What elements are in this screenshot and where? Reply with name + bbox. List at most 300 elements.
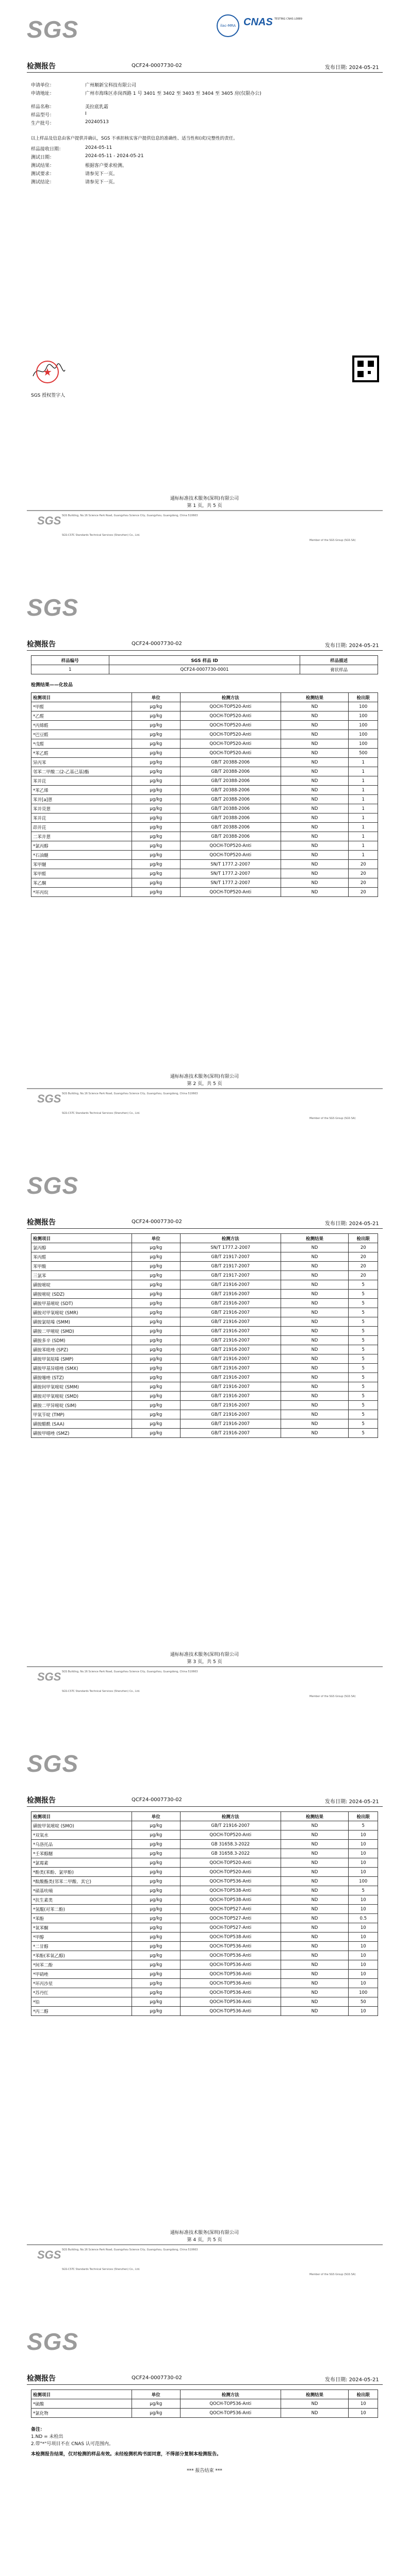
table-cell: μg/kg (132, 1821, 180, 1831)
table-cell: ND (281, 1429, 349, 1438)
ilac-mra-logo: ilac-MRA (217, 14, 239, 37)
table-cell: QOCH-TOP527-Anti (180, 1923, 281, 1933)
table-cell: 5 (349, 1290, 378, 1299)
table-cell: GB/T 21916-2007 (180, 1299, 281, 1308)
table-cell: μg/kg (132, 841, 180, 851)
table-row (31, 1345, 378, 1354)
table-row (31, 1988, 378, 1997)
table-cell: 10 (349, 2399, 378, 2409)
table-cell: μg/kg (132, 1299, 180, 1308)
table-cell: ND (281, 1877, 349, 1886)
table-cell: 10 (349, 1933, 378, 1942)
table-cell: ND (281, 2007, 349, 2016)
table-row (31, 878, 378, 888)
table-cell: 苯丙醛 (31, 1252, 132, 1262)
table-cell: ND (281, 860, 349, 869)
report-page-4 (0, 1734, 409, 2312)
field-label: 申请地址： (31, 91, 55, 96)
table-cell: QOCH-TOP536-Anti (180, 1988, 281, 1997)
table-cell: GB/T 21916-2007 (180, 1308, 281, 1317)
table-cell: GB/T 20388-2006 (180, 804, 281, 814)
table-row (31, 1970, 378, 1979)
table-cell: 10 (349, 2409, 378, 2418)
table-cell: GB/T 21916-2007 (180, 1317, 281, 1327)
company-name: 通标标准技术服务(深圳)有限公司 (170, 2230, 239, 2235)
table-cell: GB/T 21917-2007 (180, 1262, 281, 1271)
table-cell: 磺胺二甲嘧啶 (SMD) (31, 1327, 132, 1336)
results-table (31, 2389, 378, 2418)
table-cell: GB/T 21916-2007 (180, 1419, 281, 1429)
table-row (31, 823, 378, 832)
table-cell: μg/kg (132, 1401, 180, 1410)
footer-member: Member of the SGS Group (SGS SA) (309, 1695, 356, 1698)
table-cell: μg/kg (132, 804, 180, 814)
table-cell: 磺胺醋酰 (SAA) (31, 1419, 132, 1429)
table-cell: μg/kg (132, 1345, 180, 1354)
table-cell: *巴豆醛 (31, 730, 132, 739)
table-cell: *环丙沙星 (31, 1979, 132, 1988)
table-cell: 100 (349, 739, 378, 749)
table-cell: μg/kg (132, 860, 180, 869)
table-cell: 磺胺甲基嘧啶 (SDT) (31, 1299, 132, 1308)
table-cell: ND (281, 739, 349, 749)
table-cell: ND (281, 869, 349, 878)
table-cell: 1 (349, 814, 378, 823)
table-row (31, 804, 378, 814)
table-cell: QOCH-TOP538-Anti (180, 1895, 281, 1905)
table-cell: μg/kg (132, 730, 180, 739)
table-cell: GB/T 21916-2007 (180, 1354, 281, 1364)
table-cell: μg/kg (132, 786, 180, 795)
column-header: 检出限 (349, 693, 378, 702)
table-cell: 1 (349, 851, 378, 860)
cnas-info: TESTING CNAS L0889 (274, 18, 303, 21)
table-cell: μg/kg (132, 1970, 180, 1979)
table-cell: GB/T 21916-2007 (180, 1327, 281, 1336)
field-label: 测试日期： (31, 155, 55, 160)
table-cell: 5 (349, 1429, 378, 1438)
table-cell: ND (281, 1868, 349, 1877)
table-cell: 磺胺嘧啶 (SDZ) (31, 1290, 132, 1299)
table-row (31, 1821, 378, 1831)
disclaimer: 本检测报告结果，仅对检测的样品有效。未经检测机构书面同意，不得部分复制本检测报告。 (31, 2452, 222, 2457)
table-row (31, 1419, 378, 1429)
table-cell: 5 (349, 1317, 378, 1327)
note-line: 1.ND = 未检出 (31, 2434, 63, 2439)
footer-member: Member of the SGS Group (SGS SA) (309, 539, 356, 542)
table-cell: ND (281, 1401, 349, 1410)
table-cell: GB/T 20388-2006 (180, 823, 281, 832)
report-title: 检测报告 (27, 1797, 56, 1805)
column-header: 单位 (132, 693, 180, 702)
field-label: 生产批号： (31, 121, 55, 126)
table-cell: *苯酚 (31, 1914, 132, 1923)
table-cell: *苏丹红 (31, 1988, 132, 1997)
table-cell: 磺胺多辛 (SDM) (31, 1336, 132, 1345)
table-cell: ND (281, 1327, 349, 1336)
table-cell: 1 (349, 776, 378, 786)
table-cell: μg/kg (132, 1997, 180, 2007)
sgs-logo: SGS (27, 594, 79, 621)
table-cell: μg/kg (132, 1252, 180, 1262)
company-name: 通标标准技术服务(深圳)有限公司 (170, 1074, 239, 1079)
issue-date: 发布日期: 2024-05-21 (325, 1799, 379, 1805)
table-cell: QOCH-TOP536-Anti (180, 1979, 281, 1988)
table-cell: GB/T 20388-2006 (180, 832, 281, 841)
report-end: *** 报告结束 *** (187, 2468, 222, 2473)
table-row (31, 1336, 378, 1345)
table-cell: ND (281, 1392, 349, 1401)
table-cell: 5 (349, 1392, 378, 1401)
table-cell: *氯丙醇 (31, 841, 132, 851)
table-cell: 磺胺噻唑 (STZ) (31, 1373, 132, 1382)
table-row (31, 1410, 378, 1419)
table-cell: ND (281, 832, 349, 841)
table-cell: 5 (349, 1327, 378, 1336)
table-cell: ND (281, 1905, 349, 1914)
field-label: 测试结论： (31, 180, 55, 185)
table-cell: μg/kg (132, 2399, 180, 2409)
table-cell: 5 (349, 1336, 378, 1345)
table-cell: GB/T 21916-2007 (180, 1290, 281, 1299)
table-row (31, 702, 378, 711)
table-cell: *甲醇 (31, 1933, 132, 1942)
table-cell: ND (281, 776, 349, 786)
table-row (31, 776, 378, 786)
table-cell: μg/kg (132, 814, 180, 823)
table-row (31, 1262, 378, 1271)
table-cell: μg/kg (132, 767, 180, 776)
column-header: 检出限 (349, 2390, 378, 2399)
table-row (31, 841, 378, 851)
table-cell: ND (281, 841, 349, 851)
notes-title: 备注： (31, 2427, 45, 2432)
field-value: 2024-05-11 - 2024-05-21 (85, 154, 144, 159)
table-row (31, 1840, 378, 1849)
page-number: 第 4 页，共 5 页 (187, 2238, 222, 2243)
table-cell: QOCH-TOP536-Anti (180, 2007, 281, 2016)
column-header: 单位 (132, 1812, 180, 1821)
table-cell: QOCH-TOP536-Anti (180, 2409, 281, 2418)
table-row (31, 1392, 378, 1401)
table-cell: 1 (349, 832, 378, 841)
table-cell: 二苯并蒽 (31, 832, 132, 841)
page-number: 第 3 页，共 5 页 (187, 1659, 222, 1665)
sgs-logo: SGS (27, 1750, 79, 1777)
table-cell: GB/T 21917-2007 (180, 1271, 281, 1280)
column-header: 检测方法 (180, 1812, 281, 1821)
table-cell: GB/T 21917-2007 (180, 1252, 281, 1262)
field-label: 样品型号： (31, 113, 55, 118)
table-cell: μg/kg (132, 1410, 180, 1419)
table-cell: ND (281, 2409, 349, 2418)
table-cell: GB 31658.3-2022 (180, 1849, 281, 1858)
table-cell: *二甘醇 (31, 1942, 132, 1951)
table-cell: 10 (349, 1979, 378, 1988)
table-cell: GB/T 20388-2006 (180, 795, 281, 804)
table-row (31, 1868, 378, 1877)
field-label: 测试结果： (31, 163, 55, 168)
field-label: 样品名称： (31, 105, 55, 110)
table-row (31, 1951, 378, 1960)
footer-member: Member of the SGS Group (SGS SA) (309, 2273, 356, 2276)
table-cell: ND (281, 814, 349, 823)
column-header: 检测结果 (281, 2390, 349, 2399)
sample-header: 样品编号 (31, 656, 109, 665)
note-line: 2.带"*"号项目不在 CNAS 认可范围内。 (31, 2442, 113, 2447)
table-cell: *硫酸 (31, 2399, 132, 2409)
table-cell: ND (281, 786, 349, 795)
footer-company: SGS-CSTC Standards Technical Services (Shenzhen) Co., Ltd. (62, 534, 140, 537)
table-row (31, 888, 378, 897)
field-value: 请参见下一页。 (85, 180, 118, 185)
table-cell: μg/kg (132, 2409, 180, 2418)
table-cell: ND (281, 1858, 349, 1868)
footer-text: SGS Building, No.16 Science Park Road, Guangzhou Science City, Guangzhou, Guangdong, China 510663 (62, 1092, 198, 1095)
table-cell: *石油醚 (31, 851, 132, 860)
table-cell: μg/kg (132, 1308, 180, 1317)
table-cell: 磺胺甲噁唑 (SMZ) (31, 1429, 132, 1438)
report-title: 检测报告 (27, 640, 56, 649)
table-cell: *抗生素类 (31, 1895, 132, 1905)
table-row (31, 1252, 378, 1262)
report-title: 检测报告 (27, 1218, 56, 1227)
table-cell: ND (281, 1299, 349, 1308)
table-cell: 苯并芘 (31, 776, 132, 786)
table-cell: 10 (349, 1905, 378, 1914)
field-value: 根据客户要求检测。 (85, 163, 127, 168)
issue-date: 发布日期: 2024-05-21 (325, 2377, 379, 2383)
table-cell: 磺胺甲氧嘧啶 (SMO) (31, 1821, 132, 1831)
sample-header: SGS 样品 ID (109, 656, 300, 665)
table-cell: ND (281, 1988, 349, 1997)
column-header: 单位 (132, 2390, 180, 2399)
table-cell: GB/T 21916-2007 (180, 1364, 281, 1373)
report-number: QCF24-0007730-02 (132, 641, 182, 647)
table-cell: *环丙烷 (31, 888, 132, 897)
table-cell: 10 (349, 1923, 378, 1933)
table-row (31, 1905, 378, 1914)
table-cell: μg/kg (132, 1364, 180, 1373)
table-cell: 1 (349, 758, 378, 767)
table-cell: μg/kg (132, 1271, 180, 1280)
table-cell: 0.5 (349, 1914, 378, 1923)
table-cell: GB/T 21916-2007 (180, 1345, 281, 1354)
table-cell: GB/T 20388-2006 (180, 767, 281, 776)
table-cell: μg/kg (132, 1895, 180, 1905)
table-cell: 5 (349, 1280, 378, 1290)
field-value: 广州顺新宝科技有限公司 (85, 83, 137, 88)
field-value: 广州市海珠区赤岗西路 1 号 3401 至 3402 至 3403 至 3404 至 3405 房(仅限办公) (85, 91, 261, 96)
table-cell: SN/T 1777.2-2007 (180, 878, 281, 888)
table-cell: 5 (349, 1364, 378, 1373)
table-cell: 苯甲醚 (31, 860, 132, 869)
table-cell: ND (281, 1951, 349, 1960)
table-cell: *苯乙烯 (31, 786, 132, 795)
table-row (31, 730, 378, 739)
table-cell: QOCH-TOP536-Anti (180, 2399, 281, 2409)
table-cell: ND (281, 758, 349, 767)
results-heading: 检测结果——化妆品 (31, 683, 73, 688)
report-number: QCF24-0007730-02 (132, 2375, 182, 2381)
table-cell: ND (281, 1419, 349, 1429)
column-header: 检测项目 (31, 2390, 132, 2399)
table-row (31, 1886, 378, 1895)
column-header: 检测结果 (281, 1812, 349, 1821)
table-row (31, 721, 378, 730)
table-row (31, 1317, 378, 1327)
table-cell: ND (281, 1840, 349, 1849)
column-header: 单位 (132, 1234, 180, 1243)
table-cell: 100 (349, 702, 378, 711)
table-cell: *间苯二酚 (31, 1960, 132, 1970)
table-cell: μg/kg (132, 1905, 180, 1914)
table-cell: ND (281, 1979, 349, 1988)
sgs-footer-logo: SGS (37, 2248, 61, 2261)
table-cell: 10 (349, 1831, 378, 1840)
table-cell: ND (281, 1382, 349, 1392)
table-cell: 20 (349, 1271, 378, 1280)
field-value: 2024-05-11 (85, 145, 112, 150)
column-header: 检测项目 (31, 693, 132, 702)
table-cell: QOCH-TOP520-Anti (180, 1858, 281, 1868)
table-row (31, 1858, 378, 1868)
table-row (31, 711, 378, 721)
column-header: 检出限 (349, 1812, 378, 1821)
field-value: 20240513 (85, 120, 109, 125)
table-row (31, 1243, 378, 1252)
table-cell: *甲硝唑 (31, 1970, 132, 1979)
table-row (31, 1429, 378, 1438)
table-cell: μg/kg (132, 1886, 180, 1895)
sample-cell: QCF24-0007730-0001 (109, 665, 300, 674)
table-row (31, 1923, 378, 1933)
table-cell: GB/T 21916-2007 (180, 1280, 281, 1290)
table-cell: GB/T 20388-2006 (180, 786, 281, 795)
table-cell: 甲氧苄啶 (TMP) (31, 1410, 132, 1419)
table-row (31, 1327, 378, 1336)
table-cell: QOCH-TOP520-Anti (180, 739, 281, 749)
table-cell: 10 (349, 2007, 378, 2016)
table-row (31, 1960, 378, 1970)
table-cell: 5 (349, 1354, 378, 1364)
table-cell: μg/kg (132, 1923, 180, 1933)
table-cell: 10 (349, 1858, 378, 1868)
table-cell: μg/kg (132, 1382, 180, 1392)
table-cell: ND (281, 851, 349, 860)
sample-table (31, 655, 378, 674)
table-cell: QOCH-TOP536-Anti (180, 1942, 281, 1951)
table-cell: μg/kg (132, 851, 180, 860)
table-cell: 1 (349, 823, 378, 832)
table-cell: μg/kg (132, 1280, 180, 1290)
table-cell: μg/kg (132, 758, 180, 767)
table-cell: μg/kg (132, 1354, 180, 1364)
cnas-logo: CNAS (243, 16, 273, 28)
table-cell: 20 (349, 1252, 378, 1262)
table-cell: 1 (349, 795, 378, 804)
company-name: 通标标准技术服务(深圳)有限公司 (170, 1652, 239, 1657)
table-cell: GB/T 20388-2006 (180, 776, 281, 786)
table-cell: GB 31658.3-2022 (180, 1840, 281, 1849)
table-cell: QOCH-TOP520-Anti (180, 888, 281, 897)
table-cell: 磺胺间甲氧嘧啶 (SMM) (31, 1382, 132, 1392)
table-cell: *酚类(苯酚、氯甲酚) (31, 1868, 132, 1877)
table-cell: 5 (349, 1419, 378, 1429)
table-cell: ND (281, 1252, 349, 1262)
report-page-1 (0, 0, 409, 578)
table-row (31, 2007, 378, 2016)
table-cell: SN/T 1777.2-2007 (180, 869, 281, 878)
sgs-logo: SGS (27, 2328, 79, 2355)
page-number: 第 2 页，共 5 页 (187, 1081, 222, 1087)
table-cell: ND (281, 1262, 349, 1271)
table-cell: μg/kg (132, 749, 180, 758)
table-cell: QOCH-TOP520-Anti (180, 749, 281, 758)
table-cell: ND (281, 1354, 349, 1364)
table-cell: QOCH-TOP520-Anti (180, 730, 281, 739)
table-cell: μg/kg (132, 869, 180, 878)
table-row (31, 767, 378, 776)
table-cell: μg/kg (132, 739, 180, 749)
table-cell: 20 (349, 1243, 378, 1252)
table-cell: 20 (349, 869, 378, 878)
table-row (31, 869, 378, 878)
table-cell: ND (281, 1271, 349, 1280)
column-header: 检测结果 (281, 693, 349, 702)
table-cell: μg/kg (132, 1327, 180, 1336)
table-cell: *丙烯醛 (31, 721, 132, 730)
field-value: 请参见下一页。 (85, 172, 118, 177)
table-cell: μg/kg (132, 1243, 180, 1252)
report-title: 检测报告 (27, 2375, 56, 2383)
table-cell: GB/T 21916-2007 (180, 1401, 281, 1410)
table-cell: μg/kg (132, 878, 180, 888)
table-cell: μg/kg (132, 1336, 180, 1345)
results-table (31, 692, 378, 897)
table-cell: *乌洛托品 (31, 1840, 132, 1849)
table-cell: μg/kg (132, 795, 180, 804)
table-cell: QOCH-TOP527-Anti (180, 1905, 281, 1914)
table-cell: *酞酸酯类(邻苯二甲酸、其它) (31, 1877, 132, 1886)
table-cell: 苯并芘 (31, 814, 132, 823)
sgs-logo: SGS (27, 16, 79, 43)
table-cell: *铅 (31, 1997, 132, 2007)
table-cell: GB/T 20388-2006 (180, 758, 281, 767)
table-row (31, 1364, 378, 1373)
table-cell: 三氯苯 (31, 1271, 132, 1280)
sgs-footer-logo: SGS (37, 1670, 61, 1683)
table-cell: *氧苯酮 (31, 1923, 132, 1933)
table-cell: μg/kg (132, 776, 180, 786)
qr-code-icon (352, 355, 379, 382)
table-row (31, 739, 378, 749)
footer-text: SGS Building, No.16 Science Park Road, Guangzhou Science City, Guangzhou, Guangdong, China 510663 (62, 2248, 198, 2251)
footer-company: SGS-CSTC Standards Technical Services (Shenzhen) Co., Ltd. (62, 1690, 140, 1693)
table-cell: *丙二醇 (31, 2007, 132, 2016)
table-cell: μg/kg (132, 1877, 180, 1886)
issue-date: 发布日期: 2024-05-21 (325, 65, 379, 71)
column-header: 检测项目 (31, 1234, 132, 1243)
table-cell: ND (281, 1886, 349, 1895)
official-seal-icon: ★ (36, 361, 59, 383)
table-cell: ND (281, 1895, 349, 1905)
table-cell: QOCH-TOP536-Anti (180, 1951, 281, 1960)
table-cell: ND (281, 1831, 349, 1840)
table-cell: μg/kg (132, 832, 180, 841)
table-cell: QOCH-TOP520-Anti (180, 851, 281, 860)
page-number: 第 1 页，共 5 页 (187, 503, 222, 509)
